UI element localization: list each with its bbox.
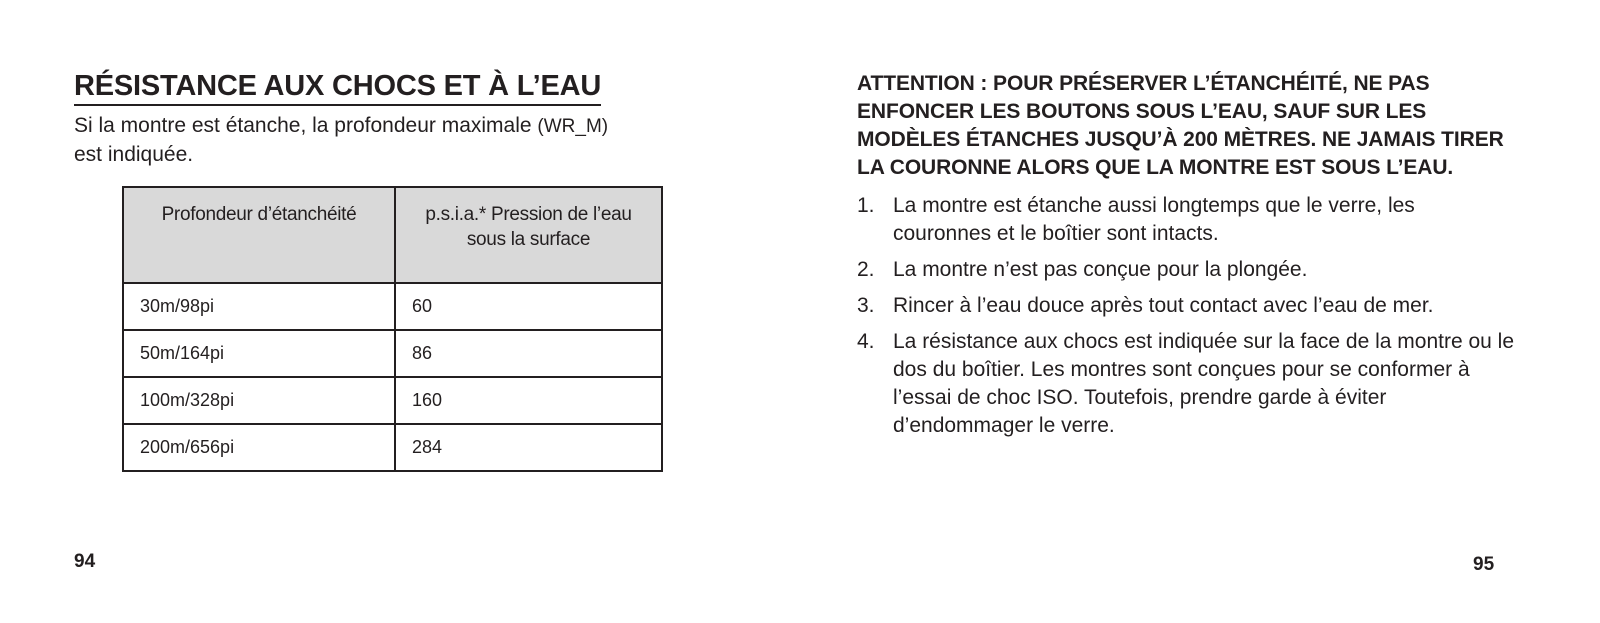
intro-end: est indiquée.: [74, 143, 194, 166]
list-item-number: 1.: [857, 194, 875, 217]
warning-text: ATTENTION : POUR PRÉSERVER L’ÉTANCHÉITÉ, NE PAS ENFONCER LES BOUTONS SOUS L’EAU, SAUF SUR LES MODÈLES ÉTANCHES JUSQU’À 200 MÈTRES. NE JAMAIS TIRER LA COURONNE ALORS QUE LA MONTRE EST SOUS L’EAU.: [857, 72, 1504, 179]
page-number-left: 94: [74, 551, 96, 572]
list-item-text: La montre est étanche aussi longtemps que le verre, les couronnes et le boîtier sont intacts.: [893, 194, 1415, 245]
list-item-text: La résistance aux chocs est indiquée sur la face de la montre ou le dos du boîtier. Les montres sont conçues pour se conformer à l’essai de choc ISO. Toutefois, prendre garde à éviter d’endommager le verre.: [893, 330, 1515, 437]
table-header-row: [123, 187, 662, 283]
table-row: [123, 330, 662, 377]
intro-code: (WR_M): [537, 116, 609, 137]
list-item-text: Rincer à l’eau douce après tout contact avec l’eau de mer.: [893, 294, 1434, 317]
cell-depth: 30m/98pi: [123, 283, 395, 330]
intro-main: Si la montre est étanche, la profondeur maximale: [74, 114, 538, 137]
cell-pressure: 160: [395, 377, 662, 424]
list-item-text: La montre n’est pas conçue pour la plongée.: [893, 258, 1308, 281]
list-item-number: 3.: [857, 294, 875, 317]
cell-pressure: 284: [395, 424, 662, 471]
right-page: [857, 70, 1517, 448]
table-row: [123, 377, 662, 424]
instructions-list: [857, 192, 1517, 440]
list-item: [857, 292, 1517, 320]
cell-depth: 50m/164pi: [123, 330, 395, 377]
table-row: [123, 283, 662, 330]
page-number-right: 95: [1473, 554, 1495, 575]
list-item: [857, 256, 1517, 284]
table-row: [123, 424, 662, 471]
list-item-number: 4.: [857, 330, 875, 353]
section-heading: RÉSISTANCE AUX CHOCS ET À L’EAU: [74, 68, 601, 106]
left-page: [74, 68, 774, 169]
cell-pressure: 60: [395, 283, 662, 330]
intro-text: [74, 112, 774, 169]
list-item: [857, 192, 1517, 248]
header-depth: Profondeur d’étanchéité: [123, 187, 395, 283]
cell-pressure: 86: [395, 330, 662, 377]
header-pressure: p.s.i.a.* Pression de l’eau sous la surface: [395, 187, 662, 283]
water-resistance-table-wrap: [122, 186, 663, 472]
list-item-number: 2.: [857, 258, 875, 281]
cell-depth: 200m/656pi: [123, 424, 395, 471]
list-item: [857, 328, 1517, 440]
water-resistance-table: [122, 186, 663, 472]
cell-depth: 100m/328pi: [123, 377, 395, 424]
